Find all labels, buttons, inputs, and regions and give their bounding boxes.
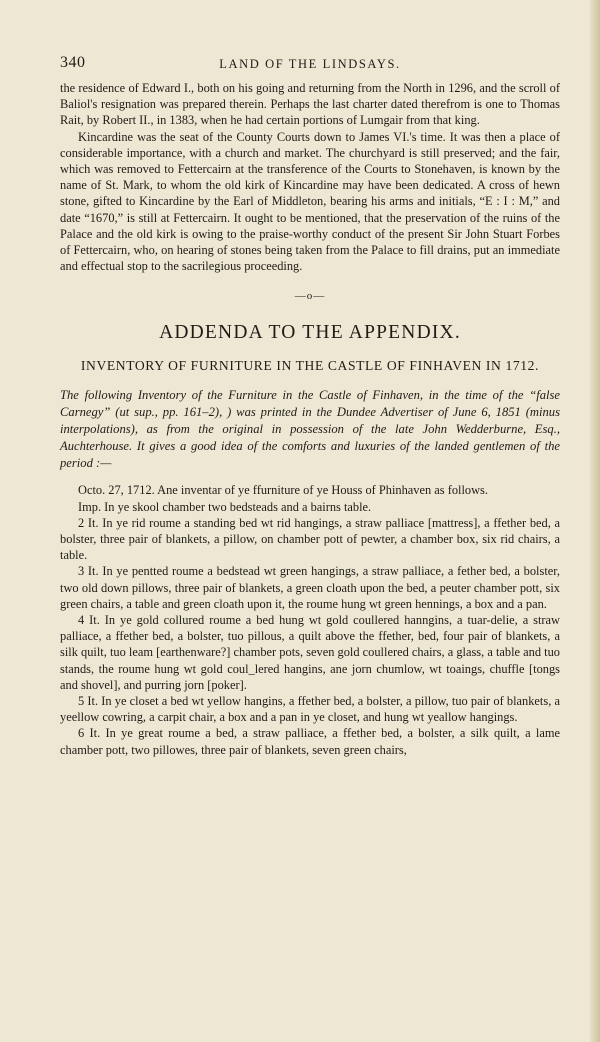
inventory-intro: The following Inventory of the Furniture in the Castle of Finhaven, in the time of the “false Carnegy” (ut sup., pp. 161–2), ) was printed in the Dundee Advertiser of June 6, 1851 (minus interpolations), as from the original in possession of the late John Wedderburne, Esq., Auchterhouse. It gives a good idea of the comforts and luxuries of the landed gentlemen of the period :—	[60, 388, 560, 471]
running-title: LAND OF THE LINDSAYS.	[219, 57, 401, 71]
body-paragraph-1: the residence of Edward I., both on his going and returning from the North in 1296, and the scroll of Baliol's resignation was prepared therein. Perhaps the last charter dated therefrom is one to Thomas Rait, by Robert II., in 1383, when he had certain portions of Lumgair from that king.	[60, 81, 560, 128]
running-head	[60, 54, 560, 80]
addenda-heading: ADDENDA TO THE APPENDIX.	[159, 322, 461, 344]
page-edge-shadow	[590, 0, 600, 1042]
inventory-item: 3 It. In ye pentted roume a bedstead wt green hangings, a straw palliace, a fether bed, a bolster, two old down pillows, three pair of blankets, a green cloath upon the bed, a peuter chamber pott, six green chairs, a table and green cloath upon it, the roume hung wt green hennings, a box and a pan.	[60, 564, 560, 611]
inventory-item: 4 It. In ye gold collured roume a bed hung wt gold coullered hanngins, a tuar-delie, a straw palliace, a ffether bed, a bolster, tuo pillous, a quilt above the ffether, bed, four pair of blankets, a silk quilt, tuo leam [earthenware?] chamber pots, seven gold coullered chairs, a glass, a table and tuo stands, the roume hung wt gold coul_lered hangins, ane jorn chumlow, wt toaings, chuffle [tongs and shovel], and purring jorn [poker].	[60, 613, 560, 692]
inventory-item: 5 It. In ye closet a bed wt yellow hangins, a ffether bed, a bolster, a pillow, tuo pair of blankets, a yeellow cowring, a carpit chair, a box and a pan in ye closet, and hung wt yeallow hangings.	[60, 694, 560, 725]
body-paragraph-2: Kincardine was the seat of the County Courts down to James VI.'s time. It was then a place of considerable importance, with a church and market. The churchyard is still preserved; and the fair, which was removed to Fettercairn at the transference of the Courts to Stonehaven, is known by the name of St. Mark, to whom the old kirk of Kincardine may have been dedicated. A cross of hewn stone, gifted to Kincardine by the Earl of Middleton, bearing his arms and initials, “E : I : M,” and date “1670,” is still at Fettercairn. It ought to be mentioned, that the preservation of the ruins of the Palace and the old kirk is owing to the praise-worthy conduct of the present Sir John Stuart Forbes of Fettercairn, who, on hearing of stones being taken from the Palace to fill drains, put an immediate and effectual stop to the sacrilegious proceeding.	[60, 129, 560, 274]
page-number: 340	[60, 54, 86, 71]
inventory-item: Imp. In ye skool chamber two bedsteads and a bairns table.	[78, 499, 372, 514]
section-separator: —o—	[294, 290, 326, 303]
page-content	[60, 54, 560, 758]
inventory-item: 2 It. In ye rid roume a standing bed wt rid hangings, a straw palliace [mattress], a ffether bed, a bolster, three pair of blankets, a pillow, on chamber pott of pewter, a chamber box, six rid chairs, a table.	[60, 515, 560, 563]
inventory-item: Octo. 27, 1712. Ane inventar of ye ffurniture of ye Houss of Phinhaven as follows.	[78, 483, 488, 498]
spacer	[60, 472, 560, 482]
inventory-item: 6 It. In ye great roume a bed, a straw palliace, a ffether bed, a bolster, a silk quilt, a lame chamber pott, two pillowes, three pair of blankets, seven green chairs,	[60, 726, 560, 757]
inventory-heading: INVENTORY OF FURNITURE IN THE CASTLE OF FINHAVEN IN 1712.	[80, 358, 540, 374]
